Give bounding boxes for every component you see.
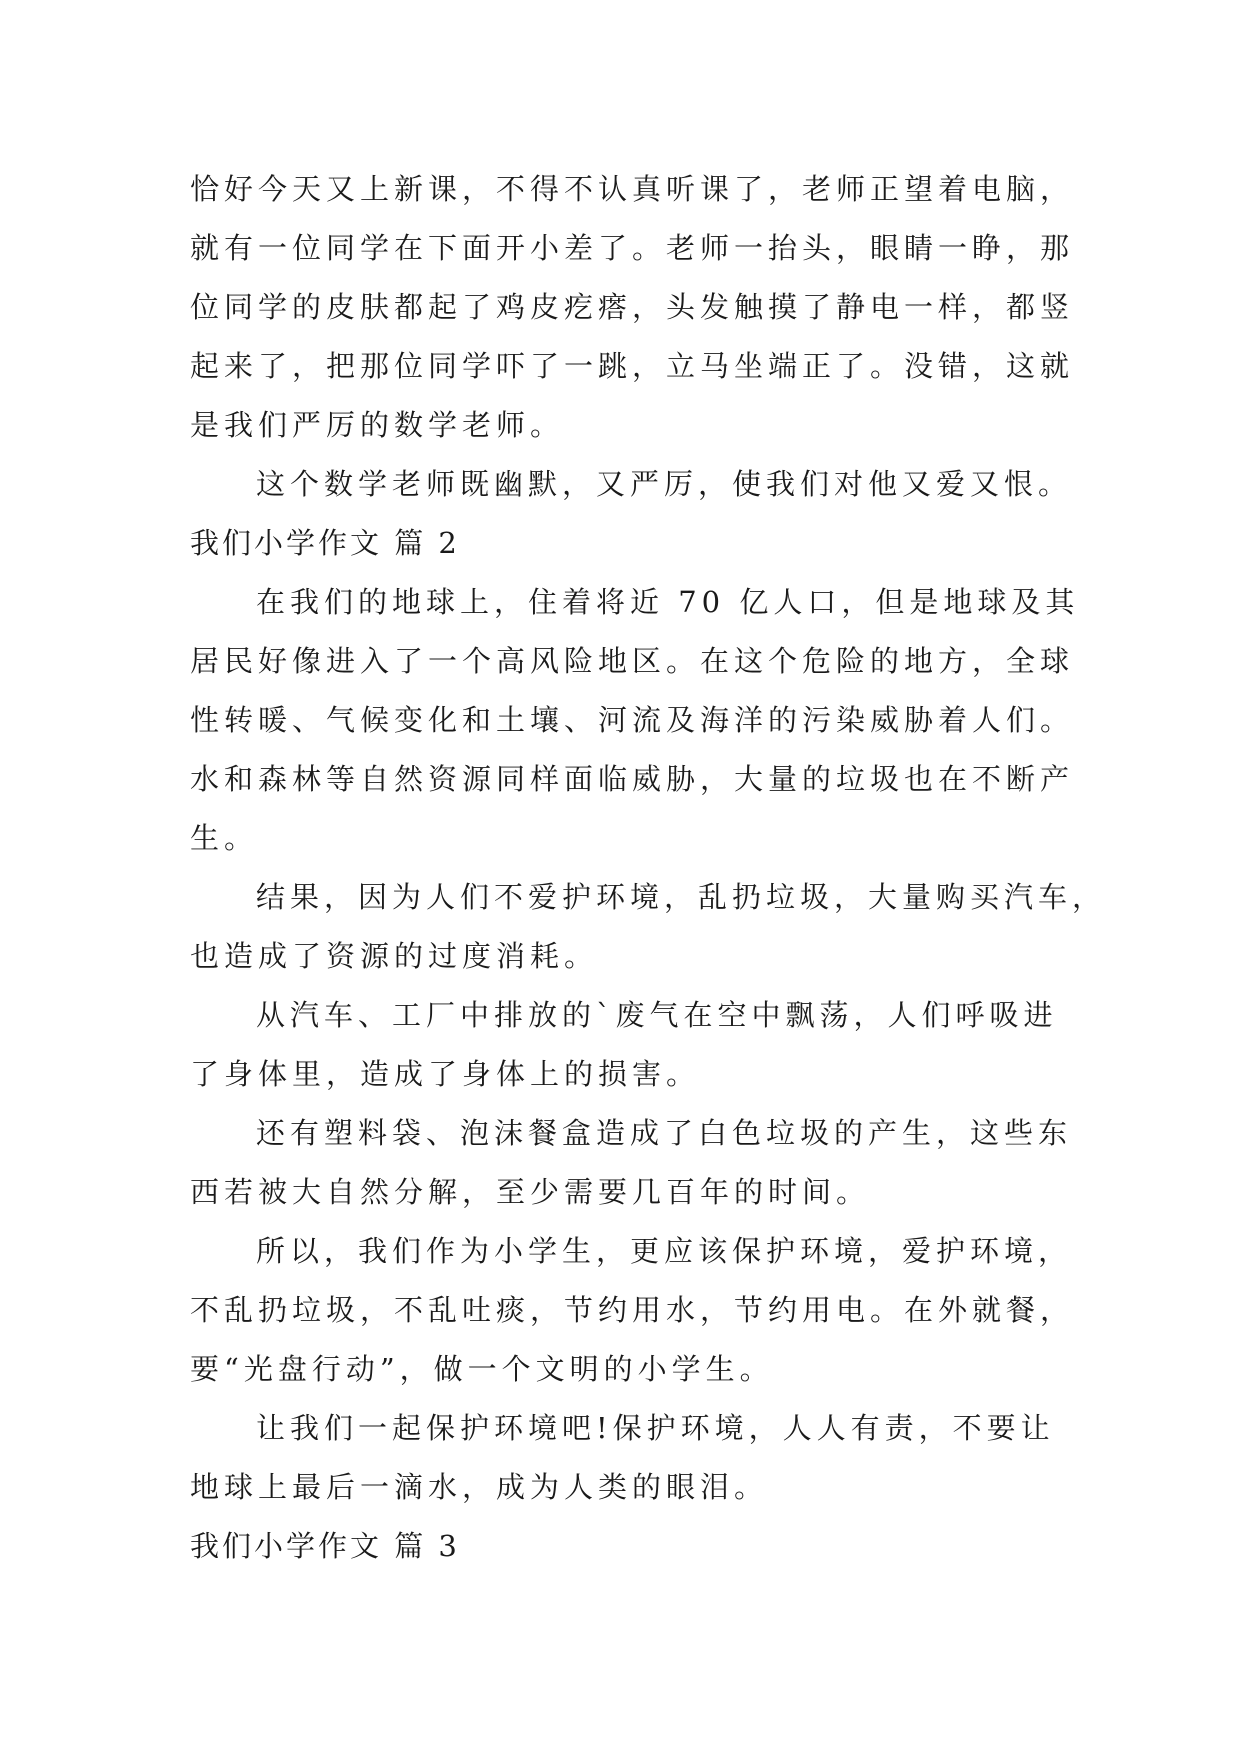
text-line: 是我们严厉的数学老师。 [190, 408, 565, 442]
text-line: 地球上最后一滴水，成为人类的眼泪。 [190, 1470, 769, 1504]
text-line: 位同学的皮肤都起了鸡皮疙瘩，头发触摸了静电一样，都竖 [190, 290, 1075, 324]
text-line: 就有一位同学在下面开小差了。老师一抬头，眼睛一睁，那 [190, 231, 1075, 265]
text-line: 居民好像进入了一个高风险地区。在这个危险的地方，全球 [190, 644, 1075, 678]
text-line: 这个数学老师既幽默，又严厉，使我们对他又爱又恨。 [256, 467, 1073, 501]
text-line: 起来了，把那位同学吓了一跳，立马坐端正了。没错，这就 [190, 349, 1075, 383]
text-line: 性转暖、气候变化和土壤、河流及海洋的污染威胁着人们。 [190, 703, 1075, 737]
text-line: 生。 [190, 821, 259, 855]
text-line: 还有塑料袋、泡沫餐盒造成了白色垃圾的产生，这些东 [256, 1116, 1073, 1150]
text-line: 西若被大自然分解，至少需要几百年的时间。 [190, 1175, 871, 1209]
text-line: 了身体里，造成了身体上的损害。 [190, 1057, 701, 1091]
text-line: 不乱扔垃圾，不乱吐痰，节约用水，节约用电。在外就餐， [190, 1293, 1075, 1327]
section-heading: 我们小学作文 篇 3 [190, 1529, 460, 1563]
text-line: 要“光盘行动”，做一个文明的小学生。 [190, 1352, 774, 1386]
text-line: 从汽车、工厂中排放的`废气在空中飘荡，人们呼吸进 [256, 998, 1058, 1032]
document-body [190, 160, 1107, 1576]
text-line: 让我们一起保护环境吧!保护环境，人人有责，不要让 [256, 1411, 1055, 1445]
text-line: 结果，因为人们不爱护环境，乱扔垃圾，大量购买汽车， [256, 880, 1107, 914]
text-line: 所以，我们作为小学生，更应该保护环境，爱护环境， [256, 1234, 1073, 1268]
text-line: 水和森林等自然资源同样面临威胁，大量的垃圾也在不断产 [190, 762, 1075, 796]
text-line: 在我们的地球上，住着将近 70 亿人口，但是地球及其 [256, 585, 1080, 619]
section-heading: 我们小学作文 篇 2 [190, 526, 460, 560]
text-line: 也造成了资源的过度消耗。 [190, 939, 599, 973]
text-line: 恰好今天又上新课，不得不认真听课了，老师正望着电脑， [190, 172, 1075, 206]
